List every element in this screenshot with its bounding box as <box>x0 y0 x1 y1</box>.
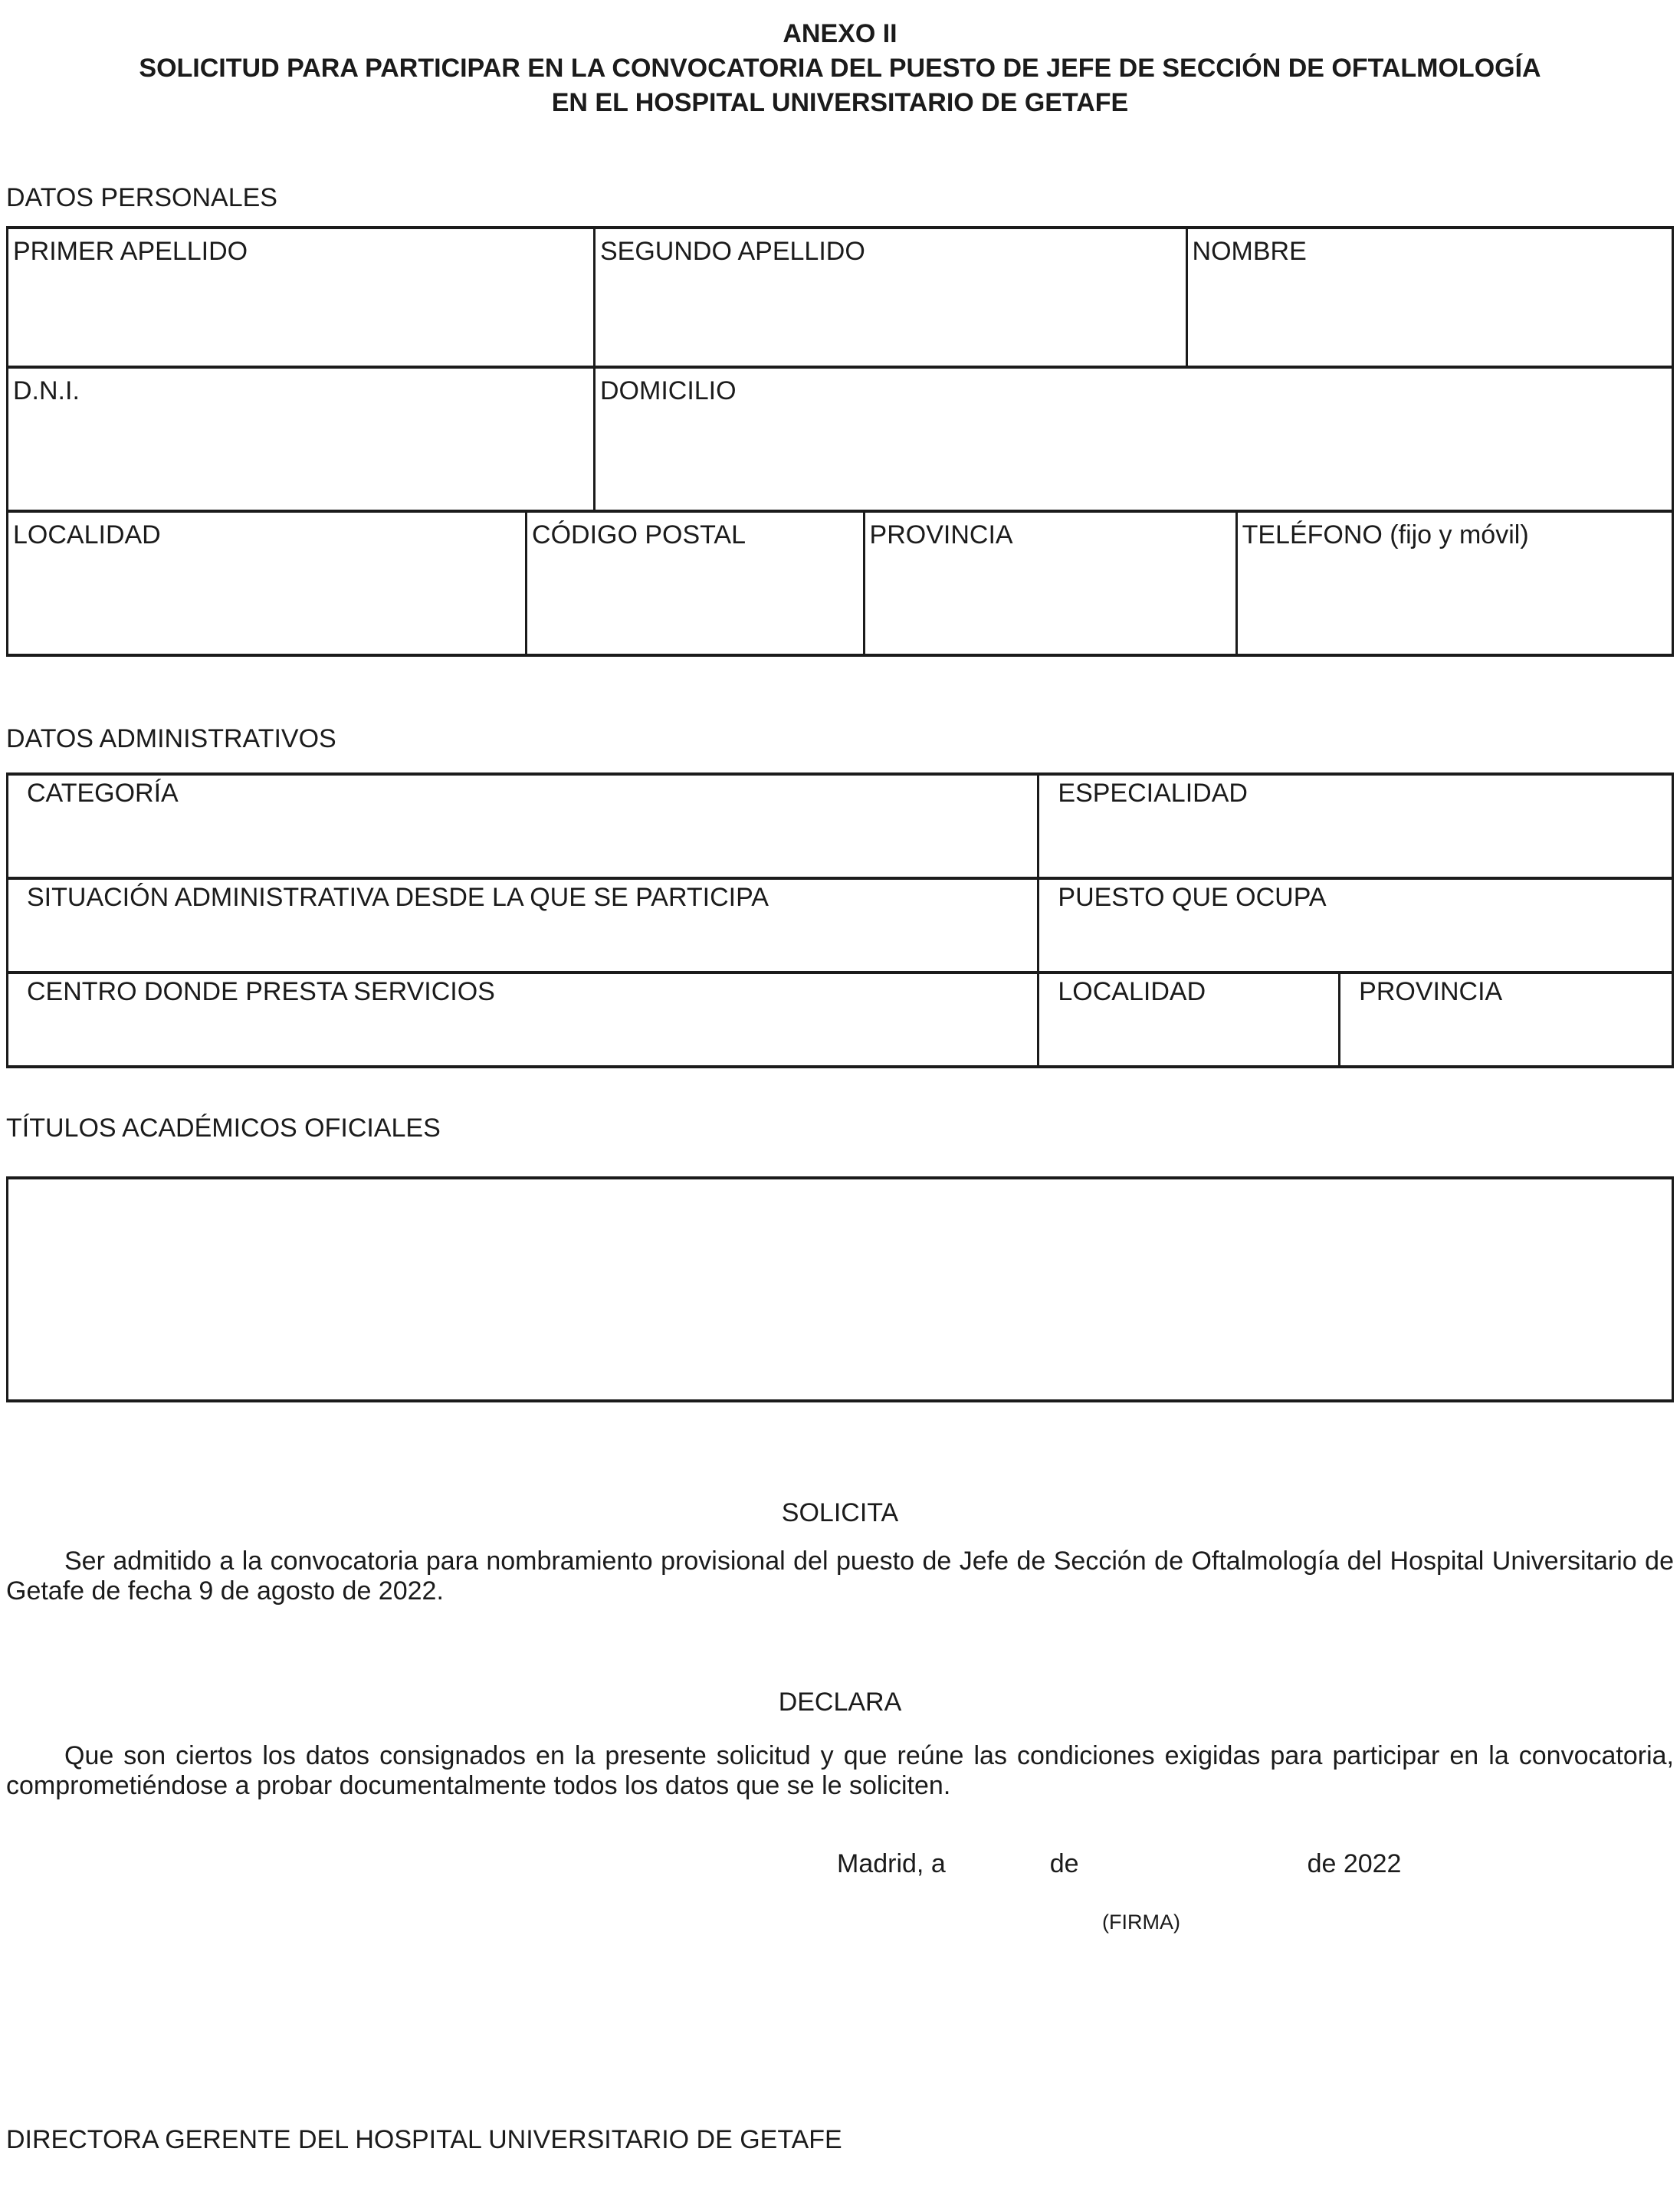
field-label: CÓDIGO POSTAL <box>532 520 746 549</box>
field-label: LOCALIDAD <box>13 520 161 549</box>
field-label: TELÉFONO (fijo y móvil) <box>1242 520 1529 549</box>
date-year-text: de 2022 <box>1307 1849 1402 1878</box>
field-provincia <box>865 513 1238 654</box>
field-puesto-que-ocupa <box>1039 880 1672 971</box>
table-row <box>8 369 1672 513</box>
field-segundo-apellido <box>596 229 1188 366</box>
field-centro-localidad <box>1039 974 1340 1065</box>
date-place-text: Madrid, a <box>837 1849 946 1878</box>
field-label: D.N.I. <box>13 376 80 405</box>
field-label: NOMBRE <box>1192 237 1307 266</box>
field-label: CATEGORÍA <box>27 779 179 808</box>
datos-personales-table <box>6 226 1674 657</box>
date-de-text: de <box>1049 1849 1079 1878</box>
field-label: CENTRO DONDE PRESTA SERVICIOS <box>27 977 495 1006</box>
field-telefono <box>1238 513 1672 654</box>
solicita-paragraph: Ser admitido a la convocatoria para nombramiento provisional del puesto de Jefe de Sección de Oftalmología del Hospital Universitario de Getafe de fecha 9 de agosto de 2022. <box>6 1547 1674 1606</box>
field-categoria <box>8 776 1039 877</box>
solicita-heading: SOLICITA <box>781 1498 899 1527</box>
field-codigo-postal <box>527 513 865 654</box>
field-label: SEGUNDO APELLIDO <box>600 237 865 266</box>
form-title-line2: SOLICITUD PARA PARTICIPAR EN LA CONVOCATORIA DEL PUESTO DE JEFE DE SECCIÓN DE OFTALMOLOGÍA <box>139 54 1541 83</box>
field-situacion-administrativa <box>8 880 1039 971</box>
field-label: PROVINCIA <box>1359 977 1503 1006</box>
form-title-annex: ANEXO II <box>783 19 897 48</box>
datos-administrativos-table <box>6 772 1674 1068</box>
declara-paragraph: Que son ciertos los datos consignados en la presente solicitud y que reúne las condiciones exigidas para participar en la convocatoria, comprometiéndose a probar documentalmente todos los datos que se le soliciten. <box>6 1741 1674 1800</box>
field-label: DOMICILIO <box>600 376 737 405</box>
date-line <box>837 1847 1401 1881</box>
field-primer-apellido <box>8 229 596 366</box>
section-label-titulos-academicos: TÍTULOS ACADÉMICOS OFICIALES <box>6 1114 441 1143</box>
titulos-academicos-box <box>6 1176 1674 1402</box>
field-label: PUESTO QUE OCUPA <box>1058 883 1327 912</box>
firma-label: (FIRMA) <box>1102 1911 1180 1934</box>
table-row <box>8 513 1672 654</box>
section-label-datos-administrativos: DATOS ADMINISTRATIVOS <box>6 724 336 753</box>
field-localidad <box>8 513 527 654</box>
section-label-datos-personales: DATOS PERSONALES <box>6 183 277 212</box>
field-especialidad <box>1039 776 1672 877</box>
field-centro-provincia <box>1340 974 1672 1065</box>
field-label: ESPECIALIDAD <box>1058 779 1248 808</box>
field-label: LOCALIDAD <box>1058 977 1206 1006</box>
table-row <box>8 776 1672 880</box>
field-label: SITUACIÓN ADMINISTRATIVA DESDE LA QUE SE PARTICIPA <box>27 883 769 912</box>
declara-heading: DECLARA <box>778 1688 902 1717</box>
addressee-line: DIRECTORA GERENTE DEL HOSPITAL UNIVERSITARIO DE GETAFE <box>6 2125 842 2154</box>
field-nombre <box>1188 229 1672 366</box>
field-centro-servicios <box>8 974 1039 1065</box>
field-dni <box>8 369 596 510</box>
field-label: PRIMER APELLIDO <box>13 237 248 266</box>
table-row <box>8 974 1672 1065</box>
field-domicilio <box>596 369 1672 510</box>
form-title-line3: EN EL HOSPITAL UNIVERSITARIO DE GETAFE <box>551 88 1129 117</box>
table-row <box>8 229 1672 369</box>
table-row <box>8 880 1672 974</box>
field-label: PROVINCIA <box>869 520 1013 549</box>
form-header <box>0 17 1680 120</box>
